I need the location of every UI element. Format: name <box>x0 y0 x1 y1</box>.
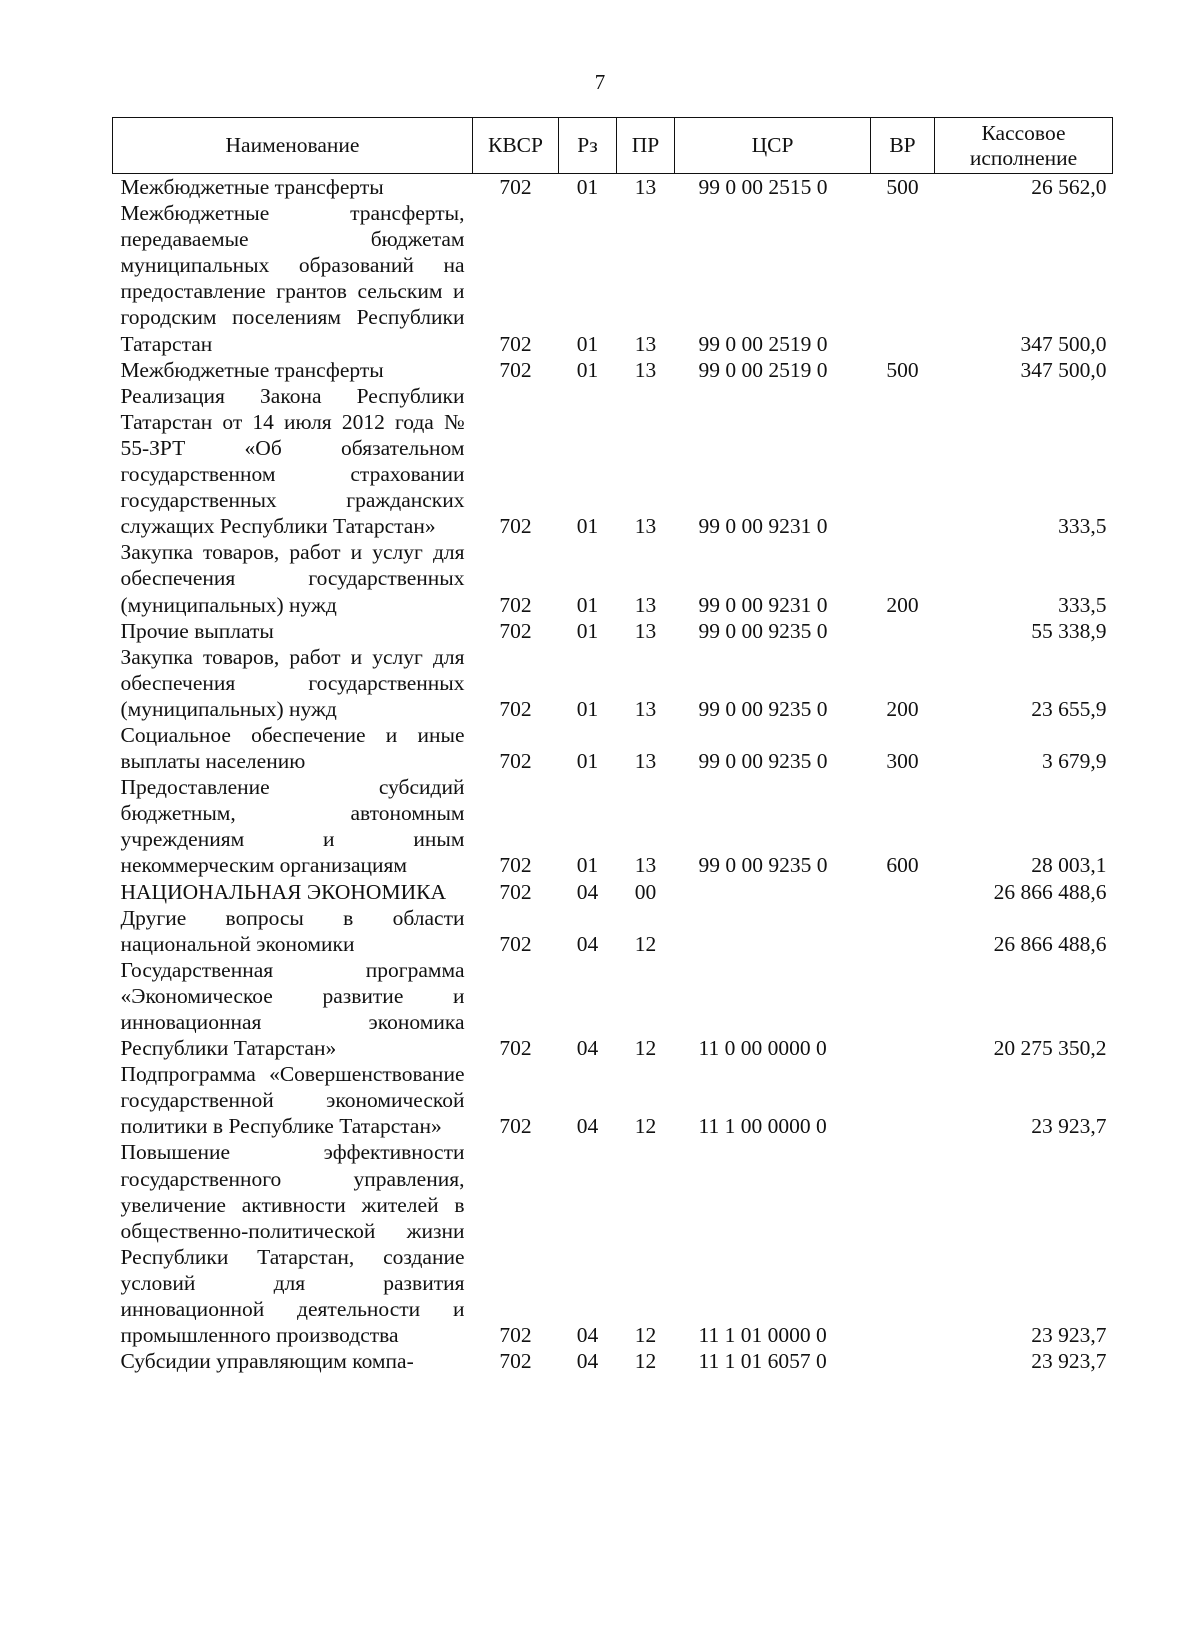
row-sum: 20 275 350,2 <box>993 1036 1107 1061</box>
row-name: Другие вопросы в области национальной экономики <box>120 905 465 956</box>
header-rz: Рз <box>559 118 617 174</box>
table-row <box>113 644 1113 722</box>
row-pr: 12 <box>634 1349 657 1374</box>
row-pr: 13 <box>634 749 657 774</box>
row-sum: 23 923,7 <box>1031 1323 1107 1348</box>
row-rz: 01 <box>576 618 599 643</box>
row-rz: 04 <box>576 879 599 904</box>
row-kvsr: 702 <box>499 331 532 356</box>
table-row <box>113 1139 1113 1348</box>
row-rz: 01 <box>576 853 599 878</box>
row-rz: 01 <box>576 514 599 539</box>
row-sum: 23 655,9 <box>1031 696 1107 721</box>
row-kvsr: 702 <box>499 1323 532 1348</box>
row-kvsr: 702 <box>499 357 532 382</box>
header-name: Наименование <box>113 118 473 174</box>
row-rz: 04 <box>576 1323 599 1348</box>
table-row <box>113 905 1113 957</box>
row-name: Закупка товаров, работ и услуг для обеспечения государственных (муниципальных) нужд <box>120 644 465 721</box>
row-vr: 200 <box>886 592 919 617</box>
row-kvsr: 702 <box>499 1114 532 1139</box>
row-name: Государственная программа «Экономическое развитие и инновационная экономика Республики Татарстан» <box>120 957 465 1061</box>
table-row <box>113 200 1113 357</box>
budget-table <box>112 117 1113 1374</box>
row-rz: 04 <box>576 1036 599 1061</box>
table-row <box>113 879 1113 905</box>
row-pr: 13 <box>634 618 657 643</box>
row-rz: 04 <box>576 931 599 956</box>
row-rz: 04 <box>576 1114 599 1139</box>
row-vr <box>871 1061 935 1139</box>
row-kvsr: 702 <box>499 1349 532 1374</box>
row-csr: 99 0 00 9235 0 <box>698 618 828 643</box>
row-kvsr: 702 <box>499 618 532 643</box>
row-pr: 12 <box>634 931 657 956</box>
row-kvsr: 702 <box>499 853 532 878</box>
row-csr: 99 0 00 9235 0 <box>698 853 828 878</box>
row-kvsr: 702 <box>499 514 532 539</box>
row-rz: 01 <box>576 175 599 199</box>
row-pr: 13 <box>634 331 657 356</box>
row-csr: 99 0 00 9231 0 <box>698 592 828 617</box>
row-csr: 99 0 00 2519 0 <box>698 331 828 356</box>
row-vr: 200 <box>886 696 919 721</box>
row-csr: 99 0 00 2515 0 <box>698 175 828 199</box>
row-sum: 333,5 <box>1058 592 1107 617</box>
row-pr: 00 <box>634 879 657 904</box>
row-sum: 333,5 <box>1058 514 1107 539</box>
row-csr: 11 1 01 6057 0 <box>698 1349 827 1374</box>
row-pr: 13 <box>634 514 657 539</box>
header-vr: ВР <box>871 118 935 174</box>
row-sum: 26 866 488,6 <box>993 879 1107 904</box>
row-vr: 500 <box>886 357 919 382</box>
row-sum: 23 923,7 <box>1031 1114 1107 1139</box>
row-pr: 12 <box>634 1114 657 1139</box>
row-vr <box>871 1348 935 1374</box>
header-csr: ЦСР <box>675 118 871 174</box>
table-row <box>113 1348 1113 1374</box>
row-rz: 01 <box>576 357 599 382</box>
header-sum: Кассовое исполнение <box>935 118 1113 174</box>
row-name: Межбюджетные трансферты <box>120 175 384 199</box>
row-csr: 99 0 00 9235 0 <box>698 696 828 721</box>
row-pr: 13 <box>634 696 657 721</box>
header-pr: ПР <box>617 118 675 174</box>
row-csr: 99 0 00 9235 0 <box>698 749 828 774</box>
row-vr <box>871 1139 935 1348</box>
row-kvsr: 702 <box>499 592 532 617</box>
row-kvsr: 702 <box>499 749 532 774</box>
row-sum: 347 500,0 <box>1020 331 1107 356</box>
row-pr: 13 <box>634 592 657 617</box>
row-name: Закупка товаров, работ и услуг для обеспечения государственных (муниципальных) нужд <box>120 540 465 617</box>
row-name: Межбюджетные трансферты <box>120 357 384 382</box>
row-kvsr: 702 <box>499 931 532 956</box>
row-pr: 13 <box>634 175 657 199</box>
row-sum: 26 562,0 <box>1031 175 1107 199</box>
row-sum: 55 338,9 <box>1031 618 1107 643</box>
row-kvsr: 702 <box>499 879 532 904</box>
row-csr: 11 1 01 0000 0 <box>698 1323 827 1348</box>
row-sum: 23 923,7 <box>1031 1349 1107 1374</box>
row-vr <box>871 618 935 644</box>
row-vr <box>871 200 935 357</box>
row-name: Субсидии управляющим компа- <box>120 1349 414 1374</box>
row-kvsr: 702 <box>499 175 532 199</box>
row-vr <box>871 957 935 1061</box>
row-pr: 13 <box>634 853 657 878</box>
table-row <box>113 383 1113 540</box>
row-vr: 300 <box>886 749 919 774</box>
page-number: 7 <box>594 70 606 94</box>
row-rz: 04 <box>576 1349 599 1374</box>
row-vr <box>871 383 935 540</box>
row-vr: 600 <box>886 853 919 878</box>
row-pr: 13 <box>634 357 657 382</box>
row-kvsr: 702 <box>499 696 532 721</box>
table-body <box>113 174 1113 1375</box>
row-vr <box>871 879 935 905</box>
table-row <box>113 957 1113 1061</box>
row-sum: 28 003,1 <box>1031 853 1107 878</box>
row-csr <box>675 905 871 957</box>
table-row <box>113 774 1113 878</box>
row-name: Реализация Закона Республики Татарстан от 14 июля 2012 года № 55-ЗРТ «Об обязательном государственном страховании государственных гражданских служащих Республики Татарстан» <box>120 383 465 539</box>
table-row <box>113 722 1113 774</box>
row-name: Подпрограмма «Совершенствование государственной экономической политики в Республике Татарстан» <box>120 1062 465 1139</box>
row-sum: 3 679,9 <box>1042 749 1107 774</box>
row-rz: 01 <box>576 696 599 721</box>
row-vr: 500 <box>886 175 919 199</box>
row-csr <box>675 879 871 905</box>
row-name: Социальное обеспечение и иные выплаты населению <box>120 722 465 774</box>
row-name: Прочие выплаты <box>120 618 274 643</box>
table-row <box>113 357 1113 383</box>
row-name: НАЦИОНАЛЬНАЯ ЭКОНОМИКА <box>120 879 446 904</box>
table-row <box>113 174 1113 201</box>
row-name: Повышение эффективности государственного управления, увеличение активности жителей в общественно-политической жизни Республики Татарстан, создание условий для развития инновационной деятельности и промышленного производства <box>120 1140 465 1348</box>
row-name: Межбюджетные трансферты, передаваемые бюджетам муниципальных образований на предоставление грантов сельским и городским поселениям Республики Татарстан <box>120 201 465 356</box>
row-rz: 01 <box>576 331 599 356</box>
table-row <box>113 539 1113 617</box>
row-rz: 01 <box>576 749 599 774</box>
row-csr: 11 1 00 0000 0 <box>698 1114 827 1139</box>
row-sum: 26 866 488,6 <box>993 931 1107 956</box>
row-sum: 347 500,0 <box>1020 357 1107 382</box>
table-row <box>113 618 1113 644</box>
table-header <box>113 118 1113 174</box>
row-csr: 99 0 00 9231 0 <box>698 514 828 539</box>
row-pr: 12 <box>634 1323 657 1348</box>
row-csr: 99 0 00 2519 0 <box>698 357 828 382</box>
row-rz: 01 <box>576 592 599 617</box>
header-kvsr: КВСР <box>473 118 559 174</box>
row-name: Предоставление субсидий бюджетным, автономным учреждениям и иным некоммерческим организациям <box>120 775 465 878</box>
table-row <box>113 1061 1113 1139</box>
row-csr: 11 0 00 0000 0 <box>698 1036 827 1061</box>
row-pr: 12 <box>634 1036 657 1061</box>
row-kvsr: 702 <box>499 1036 532 1061</box>
row-vr <box>871 905 935 957</box>
